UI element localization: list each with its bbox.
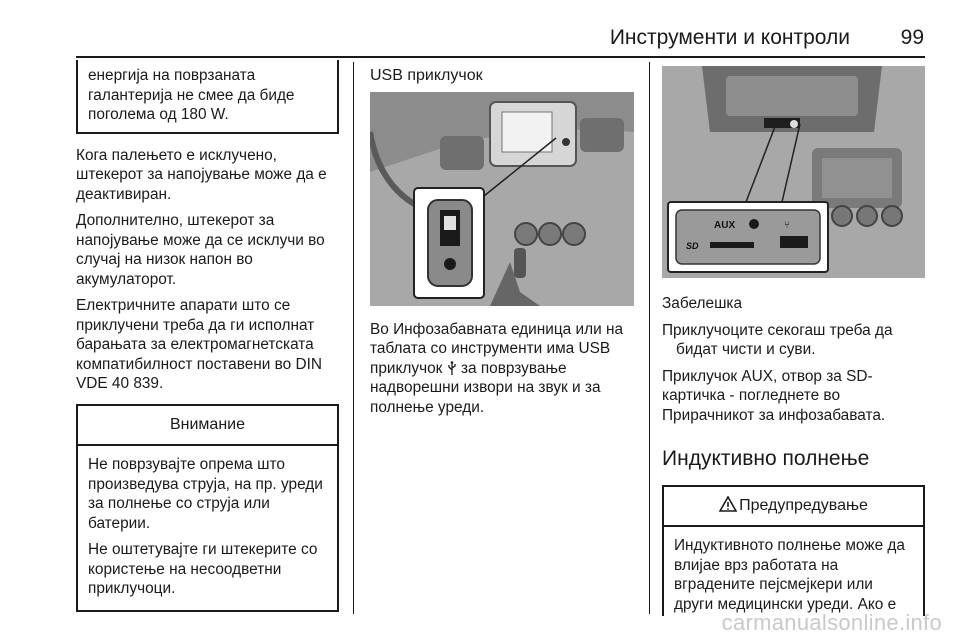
usb-icon [447, 361, 457, 375]
warning-title-text: Предупредување [739, 496, 868, 514]
warning-continued-text: енергија на поврзаната галантерија не смее да биде поголема од 180 W. [88, 67, 295, 123]
paragraph-low-voltage: Дополнително, штекерот за напојување може да се исклучи во случај на низок напон во акумулаторот. [76, 212, 325, 288]
usb-port-dashboard-image [370, 92, 634, 306]
column-2 [370, 66, 635, 417]
column-3 [662, 66, 925, 616]
page-number: 99 [900, 26, 924, 49]
warning-box [662, 485, 925, 617]
usb-text-before: Во Инфозабавната единица или на таблата со инструменти има USB приклучок [370, 320, 624, 377]
caution-body [78, 446, 337, 610]
aux-sd-paragraph: Приклучок AUX, отвор за SD-картичка - погледнете во Прирачникот за инфозабавата. [662, 367, 886, 424]
warning-triangle-icon [719, 496, 737, 512]
warning-body [664, 527, 923, 616]
header-rule [76, 56, 925, 58]
paragraph-emc: Електричните апарати што се приклучени треба да ги исполнат барањата за електромагнетската компатибилност поставени во DIN VDE 40 839. [76, 297, 323, 392]
warning-box-continued [76, 60, 339, 134]
paragraph-ignition: Кога палењето е исклучено, штекерот за напојување може да е деактивиран. [76, 146, 327, 203]
header-title: Инструменти и контроли [609, 26, 850, 49]
warning-body-text: Индуктивното полнење може да влијае врз работата на вградените пејсмејкери или други медицински уреди. Ако е [674, 537, 905, 613]
inductive-charging-heading: Индуктивно полнење [662, 447, 870, 470]
column-1 [76, 60, 339, 612]
caution-paragraph-2: Не оштетувајте ги штекерите со користење на несоодветни приклучоци. [88, 541, 318, 597]
caution-box [76, 404, 339, 612]
caution-paragraph-1: Не поврзувајте опрема што произведува струја, на пр. уреди за полнење со струја или батерии. [88, 456, 323, 532]
column-divider-2 [649, 62, 650, 614]
usb-description [370, 320, 635, 418]
warning-title [664, 487, 923, 528]
usb-symbol-label: ⑂ [784, 220, 790, 231]
note-body: Приклучоците секогаш треба да бидат чисти и суви. [662, 321, 893, 358]
usb-text-after: за поврзување надворешни извори на звук и за полнење уреди. [370, 359, 601, 416]
note-title: Забелешка [662, 295, 743, 312]
usb-heading: USB приклучок [370, 67, 483, 84]
sd-logo: SD [686, 241, 699, 251]
aux-label: AUX [714, 220, 736, 231]
watermark: carmanualsonline.info [721, 610, 942, 635]
column-divider-1 [353, 62, 354, 614]
caution-title: Внимание [78, 406, 337, 447]
aux-sd-usb-ports-image [662, 66, 925, 278]
